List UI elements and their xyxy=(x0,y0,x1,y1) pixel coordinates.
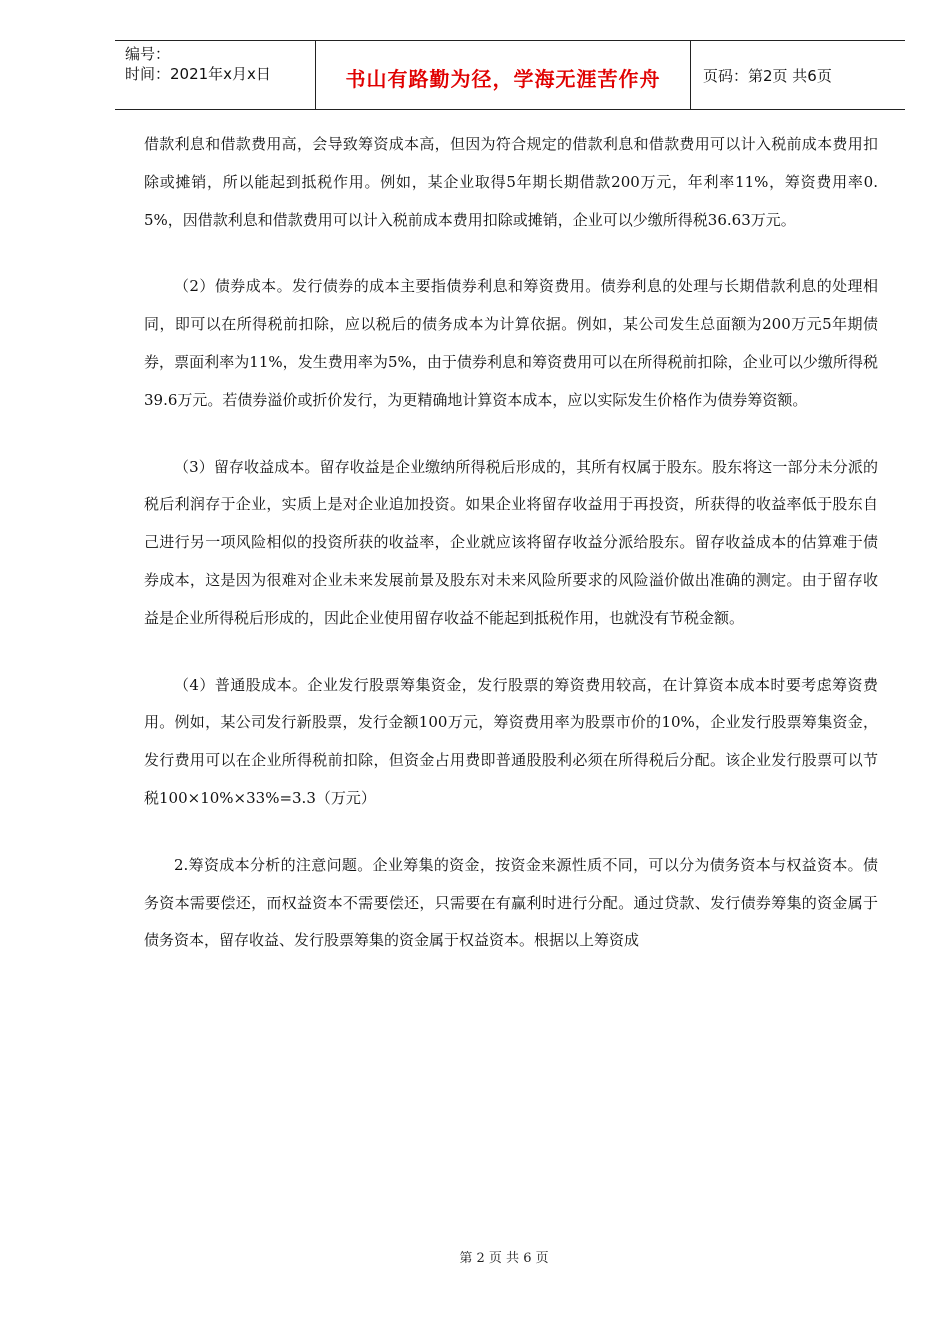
paragraph-financing-cost-notes: 2.筹资成本分析的注意问题。企业筹集的资金，按资金来源性质不同，可以分为债务资本与权益资本。债务资本需要偿还，而权益资本不需要偿还，只需要在有赢利时进行分配。通过贷款、发行债券筹集的资金属于债务资本，留存收益、发行股票筹集的资金属于权益资本。根据以上筹资成 xyxy=(144,855,878,950)
document-time-label: 时间：2021年x月x日 xyxy=(125,65,271,83)
paragraph-common-stock-cost: （4）普通股成本。企业发行股票筹集资金，发行股票的筹资费用较高，在计算资本成本时要考虑筹资费用。例如，某公司发行新股票，发行金额100万元，筹资费用率为股票市价的10%，企业发行股票筹集资金，发行费用可以在企业所得税前扣除，但资金占用费即普通股股利必须在所得税后分配。该企业发行股票可以节税100×10%×33%=3.3（万元） xyxy=(144,675,878,807)
paragraph-borrowing-cost: 借款利息和借款费用高，会导致筹资成本高，但因为符合规定的借款利息和借款费用可以计入税前成本费用扣除或摊销，所以能起到抵税作用。例如，某企业取得5年期长期借款200万元，年利率11%，筹资费用率0.5%，因借款利息和借款费用可以计入税前成本费用扣除或摊销，企业可以少缴所得税36.63万元。 xyxy=(144,135,878,229)
paragraph-bond-cost: （2）债券成本。发行债券的成本主要指债券利息和筹资费用。债券利息的处理与长期借款利息的处理相同，即可以在所得税前扣除，应以税后的债务成本为计算依据。例如，某公司发生总面额为200万元5年期债券，票面利率为11%，发生费用率为5%，由于债券利息和筹资费用可以在所得税前扣除，企业可以少缴所得税39.6万元。若债券溢价或折价发行，为更精确地计算资本成本，应以实际发生价格作为债券筹资额。 xyxy=(144,277,878,409)
page-footer xyxy=(0,1247,950,1266)
header-motto-cell xyxy=(315,41,691,109)
header-meta-cell xyxy=(115,41,315,109)
header-motto: 书山有路勤为径，学海无涯苦作舟 xyxy=(345,67,661,91)
header-page-cell xyxy=(691,41,905,109)
header-page-info: 页码：第2页 共6页 xyxy=(703,67,832,85)
document-number-label: 编号： xyxy=(125,45,171,63)
footer-page-number: 第 2 页 共 6 页 xyxy=(459,1251,549,1266)
document-body xyxy=(144,126,878,960)
paragraph-retained-earnings-cost: （3）留存收益成本。留存收益是企业缴纳所得税后形成的，其所有权属于股东。股东将这一部分未分派的税后利润存于企业，实质上是对企业追加投资。如果企业将留存收益用于再投资，所获得的收益率低于股东自己进行另一项风险相似的投资所获的收益率，企业就应该将留存收益分派给股东。留存收益成本的估算难于债券成本，这是因为很难对企业未来发展前景及股东对未来风险所要求的风险溢价做出准确的测定。由于留存收益是企业所得税后形成的，因此企业使用留存收益不能起到抵税作用，也就没有节税金额。 xyxy=(144,457,878,627)
page-header xyxy=(115,40,905,110)
